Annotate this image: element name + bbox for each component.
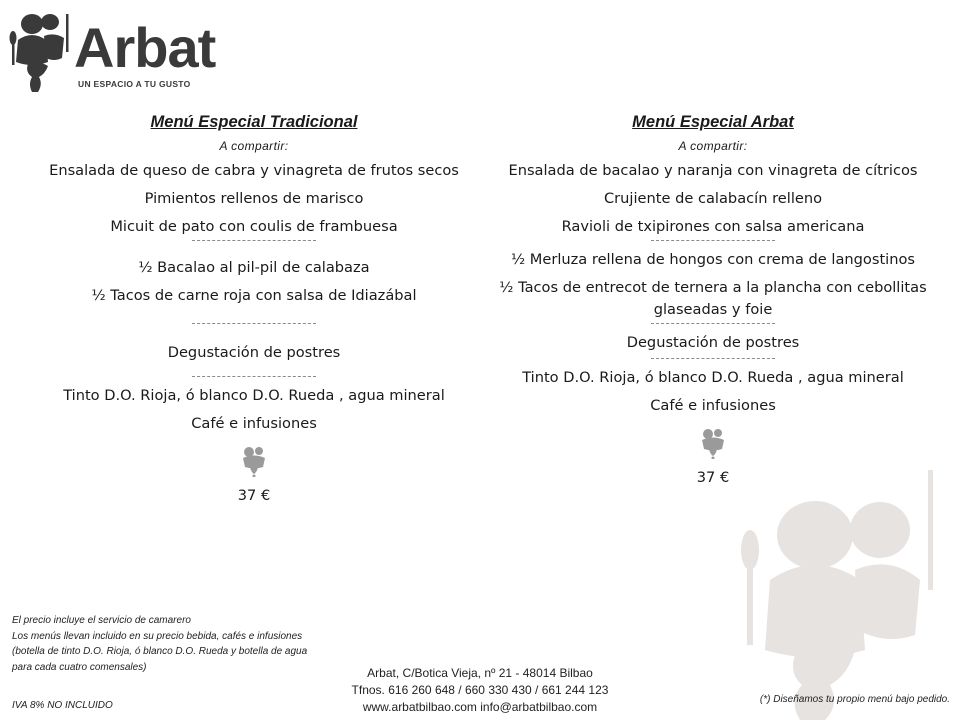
menu-item-drinks: Tinto D.O. Rioja, ó blanco D.O. Rueda , agua mineral bbox=[63, 387, 445, 404]
web-email-line: www.arbatbilbao.com info@arbatbilbao.com bbox=[362, 700, 598, 714]
menu-item: Ensalada de bacalao y naranja con vinagreta de cítricos bbox=[508, 162, 918, 179]
price-note-line: El precio incluye el servicio de camarero bbox=[12, 615, 191, 626]
fleur-de-lis-icon bbox=[239, 445, 269, 477]
menu-item: Crujiente de calabacín relleno bbox=[603, 190, 823, 207]
brand-logo bbox=[8, 10, 218, 94]
menu-item-coffee: Café e infusiones bbox=[650, 397, 776, 414]
iva-note: IVA 8% NO INCLUIDO bbox=[12, 700, 113, 711]
menu-item: Ravioli de txipirones con salsa americana bbox=[561, 218, 865, 235]
brand-name: Arbat bbox=[74, 16, 216, 79]
brand-tagline: UN ESPACIO A TU GUSTO bbox=[78, 79, 191, 89]
menu-item: ½ Merluza rellena de hongos con crema de langostinos bbox=[510, 251, 916, 268]
menu-title: Menú Especial Arbat bbox=[632, 113, 794, 131]
menu-item-dessert: Degustación de postres bbox=[626, 334, 800, 351]
menu-item: ½ Tacos de entrecot de ternera a la plancha con cebollitas glaseadas y foie bbox=[499, 279, 927, 318]
menu-item: Micuit de pato con coulis de frambuesa bbox=[110, 218, 398, 235]
menu-arbat bbox=[493, 110, 933, 489]
menu-title: Menú Especial Tradicional bbox=[150, 113, 358, 131]
menu-tradicional bbox=[34, 110, 474, 507]
address-line: Arbat, C/Botica Vieja, nº 21 - 48014 Bilbao bbox=[367, 666, 593, 680]
chef-silhouette-watermark-icon bbox=[730, 460, 960, 720]
menu-item: Ensalada de queso de cabra y vinagreta de frutos secos bbox=[49, 162, 459, 179]
chef-silhouette-logo-icon bbox=[8, 10, 74, 94]
phone-line: Tfnos. 616 260 648 / 660 330 430 / 661 244 123 bbox=[351, 683, 609, 697]
menu-item-drinks: Tinto D.O. Rioja, ó blanco D.O. Rueda , agua mineral bbox=[522, 369, 904, 386]
menu-price: 37 € bbox=[696, 469, 730, 486]
fleur-de-lis-icon bbox=[698, 427, 728, 459]
price-note bbox=[12, 613, 322, 675]
menu-item-dessert: Degustación de postres bbox=[167, 344, 341, 361]
menu-item: ½ Tacos de carne roja con salsa de Idiazábal bbox=[91, 287, 417, 304]
custom-menu-note: (*) Diseñamos tu propio menú bajo pedido. bbox=[759, 694, 950, 705]
address-block bbox=[320, 665, 640, 716]
price-note-line: Los menús llevan incluido en su precio bebida, cafés e infusiones (botella de tinto D.O. Rioja, ó blanco D.O. Rueda y botella de agua para cada cuatro comensales) bbox=[12, 630, 308, 673]
menu-price: 37 € bbox=[237, 487, 271, 504]
menu-item: ½ Bacalao al pil-pil de calabaza bbox=[138, 259, 370, 276]
share-label: A compartir: bbox=[678, 139, 748, 153]
menu-item: Pimientos rellenos de marisco bbox=[144, 190, 364, 207]
menu-item-coffee: Café e infusiones bbox=[191, 415, 317, 432]
share-label: A compartir: bbox=[219, 139, 289, 153]
